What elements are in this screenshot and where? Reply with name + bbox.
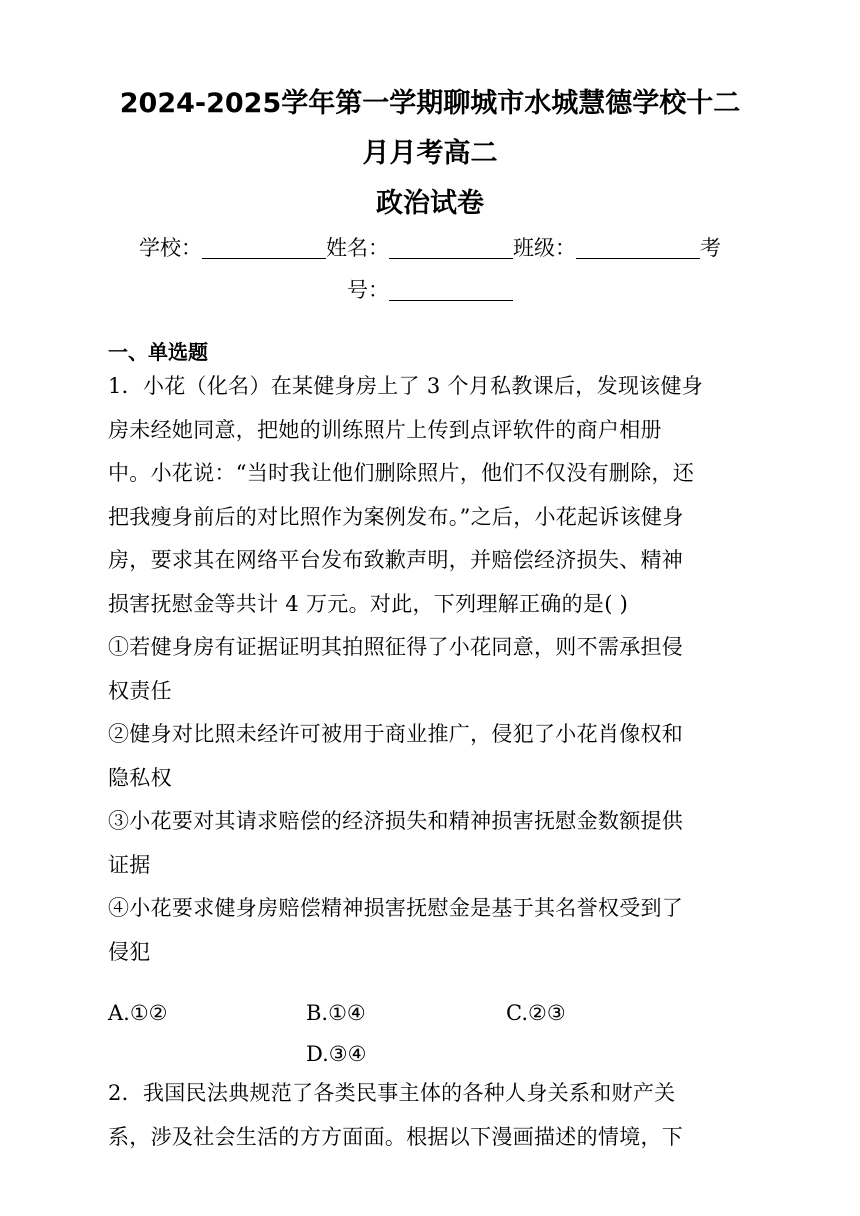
student-info-row xyxy=(0,226,860,270)
exam-number-label-part1: 考 xyxy=(700,236,721,260)
question-1-line: 中。小花说：“当时我让他们删除照片，他们不仅没有删除，还 xyxy=(108,461,695,485)
question-1-line: 损害抚慰金等共计 4 万元。对此，下列理解正确的是( ) xyxy=(108,591,629,616)
question-1-statement-3: ③小花要对其请求赔偿的经济损失和精神损害抚慰金数额提供 xyxy=(108,809,684,833)
student-info-row-2 xyxy=(0,268,860,312)
question-1-statement-1-cont: 权责任 xyxy=(108,678,172,703)
question-1-line: 房，要求其在网络平台发布致歉声明，并赔偿经济损失、精神 xyxy=(108,548,684,572)
question-2-line: 系，涉及社会生活的方方面面。根据以下漫画描述的情境，下 xyxy=(108,1124,684,1149)
question-1-statement-2: ②健身对比照未经许可被用于商业推广，侵犯了小花肖像权和 xyxy=(108,722,684,746)
question-1-statement-4-cont: 侵犯 xyxy=(108,939,151,964)
question-1 xyxy=(108,365,748,974)
question-2-line: 2．我国民法典规范了各类民事主体的各种人身关系和财产关 xyxy=(108,1081,676,1105)
name-blank[interactable] xyxy=(389,230,513,259)
exam-number-label-part2: 号： xyxy=(347,278,389,302)
option-b[interactable]: B.①④ xyxy=(306,1001,366,1025)
question-1-line: 房未经她同意，把她的训练照片上传到点评软件的商户相册 xyxy=(108,417,662,442)
question-1-statement-3-cont: 证据 xyxy=(108,852,151,877)
school-blank[interactable] xyxy=(202,230,326,259)
question-2 xyxy=(108,1072,748,1159)
option-c[interactable]: C.②③ xyxy=(506,1001,566,1025)
exam-subtitle: 政治试卷 xyxy=(376,188,484,219)
class-blank[interactable] xyxy=(576,230,700,259)
question-1-statement-1: ①若健身房有证据证明其拍照征得了小花同意，则不需承担侵 xyxy=(108,635,684,659)
school-label: 学校： xyxy=(139,236,202,260)
exam-title-line-2: 月月考高二 xyxy=(362,138,498,169)
question-1-line: 1．小花（化名）在某健身房上了 3 个月私教课后，发现该健身 xyxy=(108,374,704,398)
class-label: 班级： xyxy=(513,236,576,260)
exam-number-blank[interactable] xyxy=(389,272,513,301)
question-1-line: 把我瘦身前后的对比照作为案例发布。”之后，小花起诉该健身 xyxy=(108,504,684,529)
option-a[interactable]: A.①② xyxy=(108,1001,168,1025)
exam-title-line-1: 2024-2025学年第一学期聊城市水城慧德学校十二 xyxy=(119,88,741,119)
question-1-statement-2-cont: 隐私权 xyxy=(108,765,172,790)
name-label: 姓名： xyxy=(326,236,389,260)
question-1-statement-4: ④小花要求健身房赔偿精神损害抚慰金是基于其名誉权受到了 xyxy=(108,896,684,920)
option-d[interactable]: D.③④ xyxy=(306,1042,367,1066)
section-title: 一、单选题 xyxy=(108,340,208,364)
